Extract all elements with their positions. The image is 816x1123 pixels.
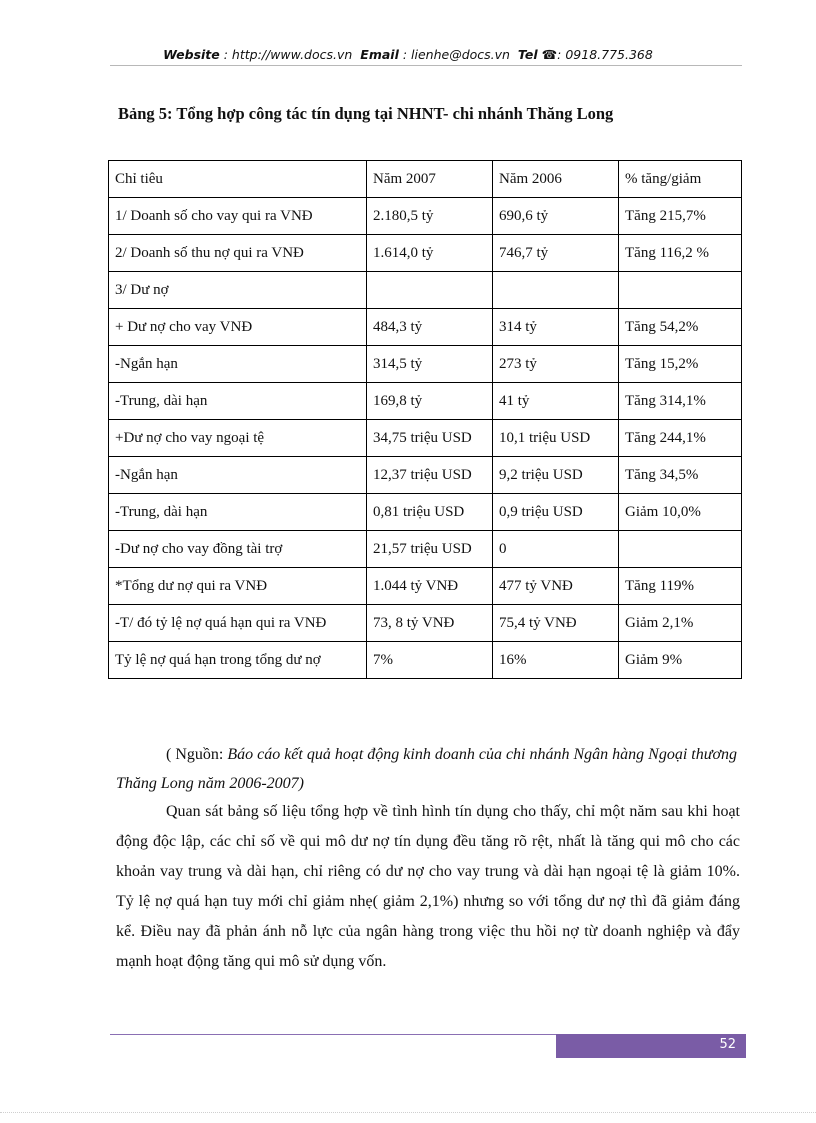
email-label: Email (360, 47, 399, 62)
table-cell: 477 tỷ VNĐ (493, 568, 619, 605)
table-cell: 3/ Dư nợ (109, 272, 367, 309)
table-cell: Tăng 116,2 % (619, 235, 742, 272)
table-row (109, 457, 742, 494)
table-cell (619, 272, 742, 309)
table-cell: 1.044 tỷ VNĐ (367, 568, 493, 605)
table-cell: -T/ đó tỷ lệ nợ quá hạn qui ra VNĐ (109, 605, 367, 642)
table-cell: 9,2 triệu USD (493, 457, 619, 494)
table-cell: -Trung, dài hạn (109, 494, 367, 531)
body-paragraph: Quan sát bảng số liệu tổng hợp về tình hình tín dụng cho thấy, chỉ một năm sau khi hoạt động độc lập, các chỉ số về qui mô dư nợ tín dụng đều tăng rõ rệt, nhất là tăng qui mô cho các khoản vay trung và dài hạn, chỉ riêng có dư nợ cho vay trung và dài hạn ngoại tệ là giảm 10%. Tỷ lệ nợ quá hạn tuy mới chỉ giảm nhẹ( giảm 2,1%) nhưng so với tổng dư nợ thì đã giảm đáng kể. Điều nay đã phản ánh nỗ lực của ngân hàng trong việc thu hồi nợ từ doanh nghiệp và đẩy mạnh hoạt động tăng qui mô sử dụng vốn. (116, 803, 740, 970)
phone-icon: ☎ (541, 47, 558, 62)
table-cell: 169,8 tỷ (367, 383, 493, 420)
header-cell: Chỉ tiêu (109, 161, 367, 198)
table-cell: 73, 8 tỷ VNĐ (367, 605, 493, 642)
website-value: : http://www.docs.vn (223, 47, 353, 62)
table-cell: + Dư nợ cho vay VNĐ (109, 309, 367, 346)
table-cell: Tăng 244,1% (619, 420, 742, 457)
table-cell: 0 (493, 531, 619, 568)
table-cell: 314,5 tỷ (367, 346, 493, 383)
page-header (0, 47, 816, 62)
table-row (109, 494, 742, 531)
table-row (109, 420, 742, 457)
table-cell: 7% (367, 642, 493, 679)
page-bottom-border (0, 1112, 816, 1113)
table-title: Bảng 5: Tổng hợp công tác tín dụng tại NHNT- chi nhánh Thăng Long (118, 104, 614, 123)
table-cell: 0,9 triệu USD (493, 494, 619, 531)
table-cell: 21,57 triệu USD (367, 531, 493, 568)
table-row (109, 383, 742, 420)
table-cell: -Dư nợ cho vay đồng tài trợ (109, 531, 367, 568)
table-cell (493, 272, 619, 309)
email-value: : lienhe@docs.vn (402, 47, 510, 62)
table-cell: -Ngắn hạn (109, 457, 367, 494)
header-cell: Năm 2007 (367, 161, 493, 198)
table-cell: 690,6 tỷ (493, 198, 619, 235)
table-cell: 273 tỷ (493, 346, 619, 383)
source-text: Báo cáo kết quả hoạt động kinh doanh của chi nhánh Ngân hàng Ngoại thương Thăng Long năm 2006-2007) (116, 746, 737, 792)
table-cell (367, 272, 493, 309)
credit-summary-table (108, 160, 742, 679)
table-cell: 1.614,0 tỷ (367, 235, 493, 272)
table-row (109, 605, 742, 642)
table-cell: 16% (493, 642, 619, 679)
table-cell: 314 tỷ (493, 309, 619, 346)
table-row (109, 272, 742, 309)
tel-value: : 0918.775.368 (557, 47, 653, 62)
table-cell: Tăng 34,5% (619, 457, 742, 494)
table-cell: Tăng 215,7% (619, 198, 742, 235)
table-cell: 41 tỷ (493, 383, 619, 420)
table-cell: -Trung, dài hạn (109, 383, 367, 420)
table-cell: Giảm 2,1% (619, 605, 742, 642)
table-header-row (109, 161, 742, 198)
table-row (109, 642, 742, 679)
table-cell: +Dư nợ cho vay ngoại tệ (109, 420, 367, 457)
table-cell: 75,4 tỷ VNĐ (493, 605, 619, 642)
table-cell: Tăng 54,2% (619, 309, 742, 346)
table-cell: 10,1 triệu USD (493, 420, 619, 457)
header-cell: Năm 2006 (493, 161, 619, 198)
source-prefix: ( Nguồn: (166, 746, 228, 763)
header-cell: % tăng/giảm (619, 161, 742, 198)
table-cell: 0,81 triệu USD (367, 494, 493, 531)
table-row (109, 346, 742, 383)
source-note (116, 740, 742, 798)
page-number: 52 (556, 1034, 746, 1058)
tel-label: Tel (517, 47, 538, 62)
table-cell (619, 531, 742, 568)
table-cell: *Tổng dư nợ qui ra VNĐ (109, 568, 367, 605)
table-row (109, 568, 742, 605)
table-cell: Tỷ lệ nợ quá hạn trong tổng dư nợ (109, 642, 367, 679)
header-divider (110, 65, 742, 66)
table-cell: Giảm 10,0% (619, 494, 742, 531)
website-label: Website (163, 47, 220, 62)
table-cell: 746,7 tỷ (493, 235, 619, 272)
table-cell: Giảm 9% (619, 642, 742, 679)
table-cell: 484,3 tỷ (367, 309, 493, 346)
table-cell: 12,37 triệu USD (367, 457, 493, 494)
table-row (109, 198, 742, 235)
table-cell: 2.180,5 tỷ (367, 198, 493, 235)
table-row (109, 309, 742, 346)
footer-divider (110, 1034, 556, 1035)
table-cell: 1/ Doanh số cho vay qui ra VNĐ (109, 198, 367, 235)
table-row (109, 235, 742, 272)
table-cell: Tăng 314,1% (619, 383, 742, 420)
table-cell: Tăng 119% (619, 568, 742, 605)
table-cell: Tăng 15,2% (619, 346, 742, 383)
table-cell: -Ngắn hạn (109, 346, 367, 383)
table-cell: 34,75 triệu USD (367, 420, 493, 457)
table-cell: 2/ Doanh số thu nợ qui ra VNĐ (109, 235, 367, 272)
table-row (109, 531, 742, 568)
